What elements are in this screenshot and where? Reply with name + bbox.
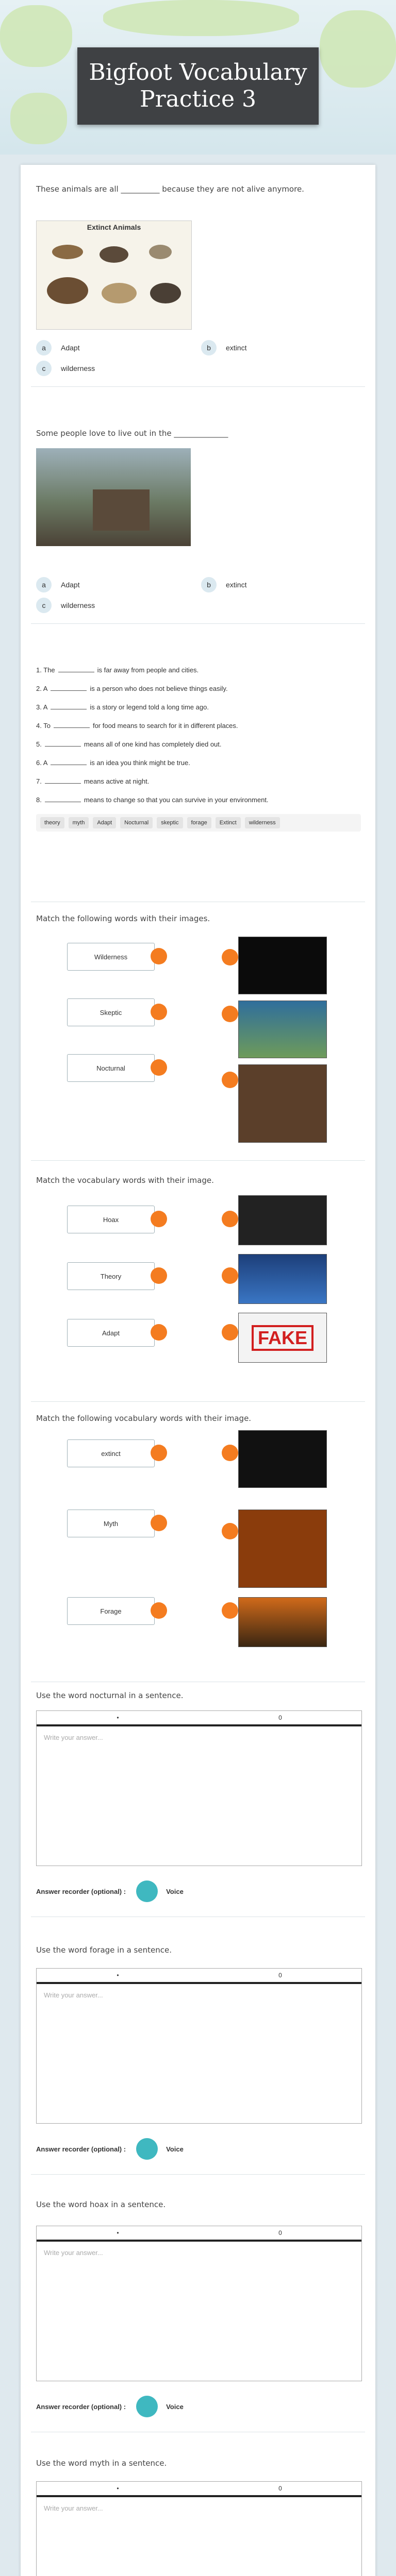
q2-option-c[interactable]: c wilderness (36, 598, 95, 613)
match-word[interactable]: Adapt (67, 1319, 155, 1347)
counter: 0 (278, 1972, 282, 1979)
answer-recorder (36, 2138, 184, 2160)
word-chip[interactable]: skeptic (157, 817, 183, 828)
map-land (0, 5, 72, 67)
match-dot[interactable] (222, 949, 238, 965)
counter: 0 (278, 2485, 282, 2492)
writing-2 (36, 1945, 361, 1955)
match-dot[interactable] (151, 1004, 167, 1020)
voice-label: Voice (166, 1887, 184, 1895)
match-word[interactable]: Skeptic (67, 998, 155, 1026)
q2-option-a[interactable]: a Adapt (36, 577, 80, 592)
map-land (320, 10, 396, 88)
divider (31, 623, 365, 624)
match-word[interactable]: Myth (67, 1510, 155, 1537)
worksheet-sheet (21, 165, 375, 2576)
match-dot[interactable] (151, 1515, 167, 1531)
match-dot[interactable] (151, 1602, 167, 1619)
match-image-wolf (238, 937, 327, 994)
question-1 (36, 184, 361, 194)
match-dot[interactable] (222, 1267, 238, 1284)
recorder-label: Answer recorder (optional) : (36, 2402, 126, 2411)
match-dot[interactable] (151, 1267, 167, 1284)
writing-3 (36, 2200, 361, 2209)
recorder-label: Answer recorder (optional) : (36, 1887, 126, 1895)
q1-option-a[interactable]: a Adapt (36, 340, 80, 355)
editor-toolbar (37, 1969, 361, 1984)
fill-blank[interactable] (45, 777, 81, 784)
writing-prompt: Use the word hoax in a sentence. (36, 2200, 166, 2209)
editor-toolbar (37, 2482, 361, 2497)
match-image-troll (238, 1510, 327, 1588)
fill-blank[interactable] (51, 758, 87, 765)
question-1-prompt: These animals are all __________ because they are not alive anymore. (36, 184, 304, 194)
answer-placeholder: Write your answer... (44, 2249, 103, 2257)
answer-recorder (36, 1880, 184, 1902)
q1-option-c[interactable]: c wilderness (36, 361, 95, 376)
editor-toolbar (37, 2226, 361, 2242)
answer-editor[interactable] (36, 2481, 362, 2576)
answer-placeholder: Write your answer... (44, 2504, 103, 2512)
title-banner (77, 47, 319, 125)
match-dot[interactable] (222, 1072, 238, 1088)
match-dot[interactable] (151, 1211, 167, 1227)
fill-blank[interactable] (54, 721, 90, 728)
editor-toolbar (37, 1711, 361, 1726)
fill-line: 2. A is a person who does not believe things easily. (36, 685, 228, 692)
match-image-evolution (238, 1254, 327, 1304)
match-dot[interactable] (151, 1445, 167, 1461)
match-image-fox (238, 1597, 327, 1647)
writing-prompt: Use the word forage in a sentence. (36, 1945, 172, 1955)
fill-blank[interactable] (51, 684, 87, 691)
match-dot[interactable] (222, 1523, 238, 1539)
match-word[interactable]: Forage (67, 1597, 155, 1625)
divider (31, 386, 365, 387)
extinct-animals-image (36, 221, 192, 330)
writing-4 (36, 2459, 361, 2468)
fill-blank[interactable] (45, 740, 81, 747)
word-bank (36, 814, 361, 832)
fill-line: 3. A is a story or legend told a long time ago. (36, 703, 209, 711)
mic-icon[interactable] (136, 2396, 158, 2417)
match-word[interactable]: Wilderness (67, 943, 155, 971)
match-dot[interactable] (222, 1211, 238, 1227)
match-image-bat (238, 1430, 327, 1488)
fill-line: 5. means all of one kind has completely died out. (36, 740, 222, 748)
fill-line: 7. means active at night. (36, 777, 150, 785)
divider (31, 1160, 365, 1161)
match-dot[interactable] (222, 1006, 238, 1022)
image-caption: Extinct Animals (87, 223, 141, 231)
answer-placeholder: Write your answer... (44, 1991, 103, 1999)
counter: 0 (278, 1714, 282, 1721)
question-5-prompt: Match the vocabulary words with their image. (36, 1176, 214, 1185)
question-5 (36, 1176, 361, 1185)
match-word[interactable]: Nocturnal (67, 1054, 155, 1082)
answer-editor[interactable] (36, 2226, 362, 2381)
question-4 (36, 914, 361, 923)
q1-option-b[interactable]: b extinct (201, 340, 246, 355)
question-3 (36, 663, 361, 832)
question-2-prompt: Some people love to live out in the ______________ (36, 429, 228, 438)
page-title: Bigfoot Vocabulary Practice 3 (89, 59, 307, 112)
list-button[interactable]: • (117, 1972, 119, 1979)
map-land (10, 93, 67, 144)
question-6 (36, 1414, 361, 1423)
match-image-landscape (238, 1001, 327, 1058)
voice-label: Voice (166, 2145, 184, 2153)
animals-illustration (37, 231, 191, 324)
writing-1 (36, 1691, 361, 1700)
answer-placeholder: Write your answer... (44, 1734, 103, 1741)
question-6-prompt: Match the following vocabulary words with their image. (36, 1414, 252, 1423)
match-word[interactable]: Hoax (67, 1206, 155, 1233)
mic-icon[interactable] (136, 2138, 158, 2160)
word-chip[interactable]: wilderness (245, 817, 280, 828)
match-dot[interactable] (222, 1602, 238, 1619)
fill-line: 6. A is an idea you think might be true. (36, 759, 190, 767)
word-chip[interactable]: Extinct (216, 817, 241, 828)
fill-blank[interactable] (45, 795, 81, 802)
fill-blank[interactable] (58, 666, 94, 672)
answer-editor[interactable] (36, 1710, 362, 1866)
writing-prompt: Use the word myth in a sentence. (36, 2459, 167, 2468)
match-word[interactable]: Theory (67, 1262, 155, 1290)
recorder-label: Answer recorder (optional) : (36, 2145, 126, 2153)
word-chip[interactable]: myth (69, 817, 89, 828)
word-chip[interactable]: Nocturnal (120, 817, 153, 828)
fill-blank[interactable] (51, 703, 87, 709)
cabin-image (36, 448, 191, 546)
map-land (103, 0, 299, 36)
match-dot[interactable] (222, 1324, 238, 1341)
word-chip[interactable]: forage (187, 817, 211, 828)
cabin-shape (93, 489, 150, 531)
word-chip[interactable]: Adapt (93, 817, 116, 828)
answer-recorder (36, 2396, 184, 2417)
match-image-hand (238, 1195, 327, 1245)
match-dot[interactable] (151, 1324, 167, 1341)
question-2 (36, 429, 361, 438)
divider (31, 1401, 365, 1402)
match-image-fake (238, 1313, 327, 1363)
fill-line: 1. The is far away from people and cities. (36, 666, 199, 674)
list-button[interactable]: • (117, 2229, 119, 2236)
fill-line: 4. To for food means to search for it in different places. (36, 722, 238, 730)
divider (31, 2174, 365, 2175)
counter: 0 (278, 2229, 282, 2236)
word-chip[interactable]: theory (40, 817, 64, 828)
list-button[interactable]: • (117, 2485, 119, 2492)
match-dot[interactable] (151, 1059, 167, 1076)
fill-line: 8. means to change so that you can survive in your environment. (36, 796, 269, 804)
fake-stamp-label: FAKE (252, 1325, 314, 1351)
answer-editor[interactable] (36, 1968, 362, 2124)
match-dot[interactable] (151, 948, 167, 964)
question-4-prompt: Match the following words with their images. (36, 914, 210, 923)
match-image-child (238, 1064, 327, 1143)
mic-icon[interactable] (136, 1880, 158, 1902)
list-button[interactable]: • (117, 1714, 119, 1721)
voice-label: Voice (166, 2402, 184, 2411)
writing-prompt: Use the word nocturnal in a sentence. (36, 1691, 184, 1700)
match-word[interactable]: extinct (67, 1439, 155, 1467)
q2-option-b[interactable]: b extinct (201, 577, 246, 592)
match-dot[interactable] (222, 1445, 238, 1461)
